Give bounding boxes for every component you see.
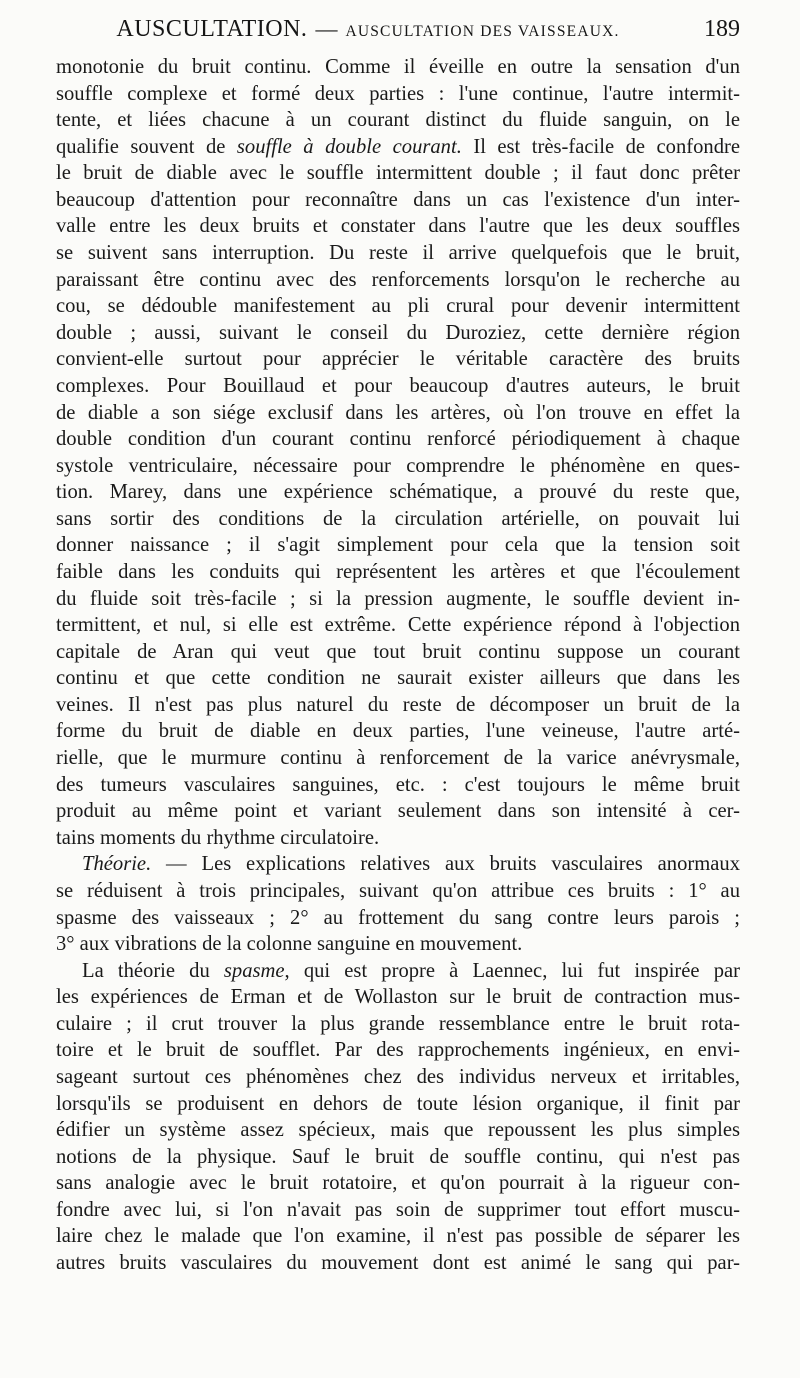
page-header [56,16,740,50]
running-head [56,16,680,43]
text-line [56,81,740,108]
text-line [56,1223,740,1250]
text-line [56,1250,740,1277]
line-text: donner naissance ; il s'agit simplement pour cela que la tension soit [56,534,740,557]
italic-text: souffle à double courant. [236,135,462,158]
line-text: se réduisent à trois principales, suivant qu'on attribue ces bruits : 1° au [56,879,740,902]
text-line [56,453,740,480]
line-text: sageant surtout ces phénomènes chez des individus nerveux et irritables, [56,1065,740,1088]
line-text: monotonie du bruit continu. Comme il éveille en outre la sensation d'un [56,56,740,78]
running-head-dash: — [315,16,338,41]
text-line [56,958,740,985]
line-text: produit au même point et variant seulement dans son intensité à cer- [56,800,740,823]
line-text: complexes. Pour Bouillaud et pour beaucoup d'autres auteurs, le bruit [56,374,740,397]
line-text: veines. Il n'est pas plus naturel du reste de décomposer un bruit de la [56,693,740,716]
line-text: Il est très-facile de confondre [461,135,740,158]
text-line [56,426,740,453]
text-line [56,559,740,586]
page-number: 189 [704,16,740,42]
line-text: La théorie du [82,959,224,982]
line-text: cou, se dédouble manifestement au pli crural pour devenir intermittent [56,295,740,318]
text-line [56,851,740,878]
text-line [56,984,740,1011]
line-text: rielle, que le murmure continu à renforcement de la varice anévrysmale, [56,747,740,770]
line-text: convient-elle surtout pour apprécier le véritable caractère des bruits [56,348,740,371]
line-text: paraissant être continu avec des renforcements lorsqu'on le recherche au [56,268,740,291]
line-text: souffle complexe et formé deux parties : l'une continue, l'autre intermit- [56,82,740,105]
text-line [56,187,740,214]
line-text: sans analogie avec le bruit rotatoire, et qu'on pourrait à la rigueur con- [56,1172,740,1195]
text-line [56,586,740,613]
text-line [56,1197,740,1224]
text-line [56,878,740,905]
line-text: double condition d'un courant continu renforcé périodiquement à chaque [56,428,740,451]
line-text: — Les explications relatives aux bruits vasculaires anormaux [151,853,740,876]
text-line [56,54,740,81]
body-text [56,54,740,1277]
line-text: beaucoup d'attention pour reconnaître dans un cas l'existence d'un inter- [56,188,740,211]
line-text: se suivent sans interruption. Du reste il arrive quelquefois que le bruit, [56,242,740,265]
text-line [56,160,740,187]
line-text: toire et le bruit de soufflet. Par des rapprochements ingénieux, en envi- [56,1039,740,1062]
text-line [56,134,740,161]
text-line [56,213,740,240]
text-line [56,665,740,692]
line-text: le bruit de diable avec le souffle intermittent double ; il faut donc prêter [56,162,740,185]
text-line [56,1170,740,1197]
text-line [56,772,740,799]
line-text: spasme des vaisseaux ; 2° au frottement du sang contre leurs parois ; [56,906,740,929]
text-line [56,1037,740,1064]
text-line [56,240,740,267]
text-line [56,798,740,825]
text-line [56,506,740,533]
line-text: lorsqu'ils se produisent en dehors de toute lésion organique, il finit par [56,1092,740,1115]
line-text: , qui est propre à Laennec, lui fut inspirée par [284,959,740,982]
text-line [56,1091,740,1118]
text-line [56,532,740,559]
line-text: tains moments du rhythme circulatoire. [56,826,380,849]
line-text: de diable a son siége exclusif dans les artères, où l'on trouve en effet la [56,401,740,424]
text-line [56,1064,740,1091]
line-text: 3° aux vibrations de la colonne sanguine en mouvement. [56,933,523,956]
text-line [56,905,740,932]
line-text: des tumeurs vasculaires sanguines, etc. : c'est toujours le même bruit [56,773,740,796]
italic-text: spasme [223,959,285,982]
text-line [56,1011,740,1038]
text-line [56,745,740,772]
line-text: édifier un système assez spécieux, mais que repoussent les plus simples [56,1119,740,1142]
text-line [56,479,740,506]
line-text: continu et que cette condition ne saurait exister ailleurs que dans les [56,667,740,690]
text-line [56,400,740,427]
text-line [56,346,740,373]
line-text: capitale de Aran qui veut que tout bruit continu suppose un courant [56,640,740,663]
running-head-title: AUSCULTATION. [116,16,308,42]
line-text: laire chez le malade que l'on examine, il n'est pas possible de séparer les [56,1225,740,1248]
text-line [56,373,740,400]
text-line [56,1117,740,1144]
text-line [56,267,740,294]
line-text: systole ventriculaire, nécessaire pour comprendre le phénomène en ques- [56,454,740,477]
line-text: les expériences de Erman et de Wollaston sur le bruit de contraction mus- [56,986,740,1009]
line-text: tion. Marey, dans une expérience schématique, a prouvé du reste que, [56,481,740,504]
line-text: termittent, et nul, si elle est extrême. Cette expérience répond à l'objection [56,614,740,637]
text-line [56,931,740,958]
line-text: sans sortir des conditions de la circulation artérielle, on pouvait lui [56,507,740,530]
text-line [56,107,740,134]
text-line [56,320,740,347]
line-text: culaire ; il crut trouver la plus grande ressemblance entre le bruit rota- [56,1012,740,1035]
text-line [56,692,740,719]
italic-text: Théorie. [82,853,152,876]
line-text: faible dans les conduits qui représentent les artères et que l'écoulement [56,560,740,583]
text-line [56,639,740,666]
line-text: double ; aussi, suivant le conseil du Duroziez, cette dernière région [56,321,740,344]
line-text: du fluide soit très-facile ; si la pression augmente, le souffle devient in- [56,587,740,610]
line-text: valle entre les deux bruits et constater dans l'autre que les deux souffles [56,215,740,238]
line-text: autres bruits vasculaires du mouvement dont est animé le sang qui par- [56,1252,740,1275]
text-line [56,612,740,639]
line-text: tente, et liées chacune à un courant distinct du fluide sanguin, on le [56,109,740,132]
line-text: forme du bruit de diable en deux parties, l'une veineuse, l'autre arté- [56,720,740,743]
line-text: fondre avec lui, si l'on n'avait pas soin de supprimer tout effort muscu- [56,1198,740,1221]
text-line [56,1144,740,1171]
text-line [56,718,740,745]
running-head-section: AUSCULTATION DES VAISSEAUX. [345,23,620,40]
text-line [56,825,740,852]
line-text: qualifie souvent de [56,135,237,158]
text-line [56,293,740,320]
line-text: notions de la physique. Sauf le bruit de souffle continu, qui n'est pas [56,1145,740,1168]
